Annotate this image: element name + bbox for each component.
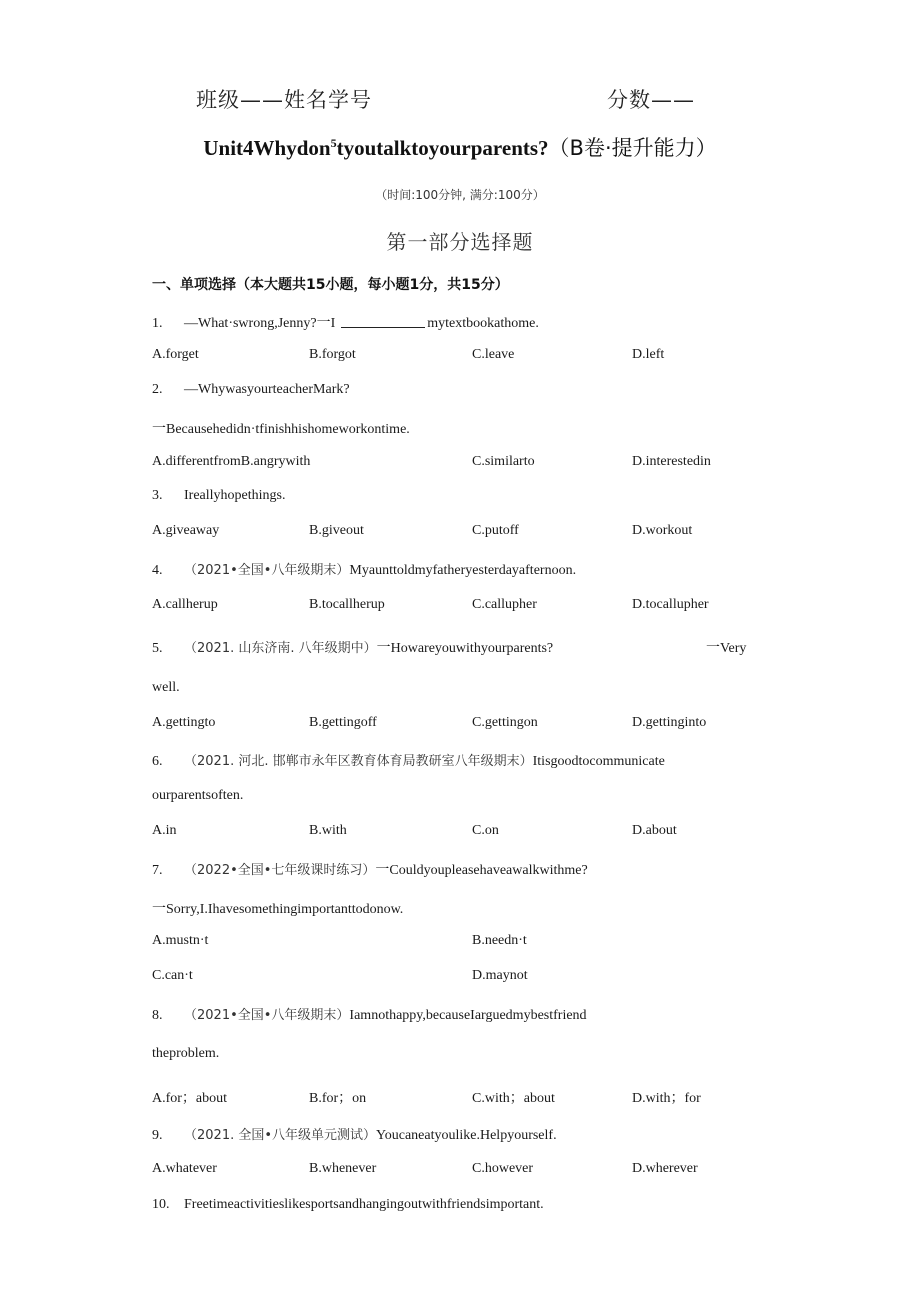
option-c[interactable]: C.can·t: [152, 968, 193, 983]
class-name-id-label: 班级——姓名学号: [196, 88, 372, 112]
option-a[interactable]: A.whatever: [152, 1161, 217, 1176]
score-label: 分数——: [607, 88, 695, 112]
option-c[interactable]: C.with；about: [472, 1091, 555, 1106]
option-b[interactable]: B.tocallherup: [309, 597, 385, 612]
option-b[interactable]: B.needn·t: [472, 933, 527, 948]
exam-info: （时间:100分钟, 满分:100分）: [375, 188, 545, 202]
question-source: （2022•全国•七年级课时练习）: [184, 863, 376, 878]
option-d[interactable]: D.wherever: [632, 1161, 698, 1176]
question-text: Ireallyhopethings.: [184, 488, 286, 503]
question-text: 一Couldyoupleasehaveawalkwithme?: [375, 863, 588, 878]
question-source: （2021. 河北. 邯郸市永年区教育体育局教研室八年级期末）: [184, 754, 533, 769]
title-prefix: Unit4Whydon: [203, 136, 331, 160]
option-c[interactable]: C.putoff: [472, 523, 519, 538]
question-number: 1.: [152, 316, 163, 331]
question-number: 8.: [152, 1008, 163, 1023]
section-title: 一、单项选择（本大题共15小题，每小题1分，共15分）: [152, 277, 509, 293]
option-d[interactable]: D.with；for: [632, 1091, 701, 1106]
option-c[interactable]: C.leave: [472, 347, 515, 362]
question-7: [152, 859, 588, 879]
option-c[interactable]: C.on: [472, 823, 499, 838]
question-text: Itisgoodtocommunicate: [532, 754, 665, 769]
question-text: —WhywasyourteacherMark?: [184, 382, 350, 397]
option-a-b[interactable]: A.differentfromB.angrywith: [152, 454, 311, 469]
question-text-after: mytextbookathome.: [427, 316, 539, 331]
option-d[interactable]: D.about: [632, 823, 677, 838]
option-c[interactable]: C.callupher: [472, 597, 537, 612]
option-b[interactable]: B.whenever: [309, 1161, 377, 1176]
option-a[interactable]: A.in: [152, 823, 177, 838]
question-text: —What·swrong,Jenny?一I: [184, 316, 336, 331]
question-text: Youcaneatyoulike.Helpyourself.: [376, 1128, 557, 1143]
question-2: [152, 382, 350, 398]
question-number: 5.: [152, 641, 163, 656]
question-text: Myaunttoldmyfatheryesterdayafternoon.: [349, 563, 577, 578]
question-number: 3.: [152, 488, 163, 503]
option-c[interactable]: C.similarto: [472, 454, 535, 469]
option-b[interactable]: B.for；on: [309, 1091, 367, 1106]
question-4: [152, 559, 576, 579]
question-5-line2: well.: [152, 680, 180, 695]
title-sup: 5: [330, 136, 337, 150]
question-9: [152, 1124, 557, 1144]
question-number: 9.: [152, 1128, 163, 1143]
page-title: [0, 132, 920, 162]
option-b[interactable]: B.gettingoff: [309, 715, 377, 730]
option-c[interactable]: C.however: [472, 1161, 534, 1176]
option-a[interactable]: A.giveaway: [152, 523, 220, 538]
question-3: [152, 488, 285, 504]
option-a[interactable]: A.for；about: [152, 1091, 228, 1106]
question-number: 6.: [152, 754, 163, 769]
question-source: （2021. 山东济南. 八年级期中）: [184, 641, 377, 656]
option-b[interactable]: B.forgot: [309, 347, 356, 362]
question-5: [152, 637, 553, 657]
question-number: 7.: [152, 863, 163, 878]
question-5-reply: 一Very: [706, 641, 747, 656]
option-b[interactable]: B.with: [309, 823, 347, 838]
question-2-line2: 一Becausehedidn·tfinishhishomeworkontime.: [152, 422, 410, 437]
option-d[interactable]: D.maynot: [472, 968, 528, 983]
question-6-line2: ourparentsoften.: [152, 788, 244, 803]
question-8-line2: theproblem.: [152, 1046, 220, 1061]
option-d[interactable]: D.interestedin: [632, 454, 711, 469]
title-cjk: （B卷·提升能力）: [548, 136, 717, 160]
question-text: 一Howareyouwithyourparents?: [376, 641, 554, 656]
question-7-line2: 一Sorry,I.Ihavesomethingimportanttodonow.: [152, 902, 404, 917]
question-source: （2021. 全国•八年级单元测试）: [184, 1128, 377, 1143]
option-a[interactable]: A.mustn·t: [152, 933, 209, 948]
option-a[interactable]: A.forget: [152, 347, 199, 362]
question-1: [152, 312, 539, 332]
question-number: 10.: [152, 1197, 170, 1212]
question-number: 2.: [152, 382, 163, 397]
part-title: 第一部分选择题: [386, 230, 534, 254]
question-number: 4.: [152, 563, 163, 578]
question-text: Iamnothappy,becauseIarguedmybestfriend: [349, 1008, 587, 1023]
option-d[interactable]: D.left: [632, 347, 665, 362]
question-source: （2021•全国•八年级期末）: [184, 563, 350, 578]
option-c[interactable]: C.gettingon: [472, 715, 538, 730]
option-d[interactable]: D.workout: [632, 523, 693, 538]
question-6: [152, 750, 665, 770]
question-10: [152, 1197, 544, 1213]
question-text: Freetimeactivitieslikesportsandhangingoutwithfriendsimportant.: [184, 1197, 544, 1212]
question-8: [152, 1004, 587, 1024]
option-d[interactable]: D.gettinginto: [632, 715, 707, 730]
option-b[interactable]: B.giveout: [309, 523, 364, 538]
option-a[interactable]: A.gettingto: [152, 715, 216, 730]
option-a[interactable]: A.callherup: [152, 597, 218, 612]
option-d[interactable]: D.tocallupher: [632, 597, 709, 612]
question-source: （2021•全国•八年级期末）: [184, 1008, 350, 1023]
answer-blank[interactable]: [341, 315, 425, 328]
title-rest: tyoutalktoyourparents?: [336, 136, 549, 160]
